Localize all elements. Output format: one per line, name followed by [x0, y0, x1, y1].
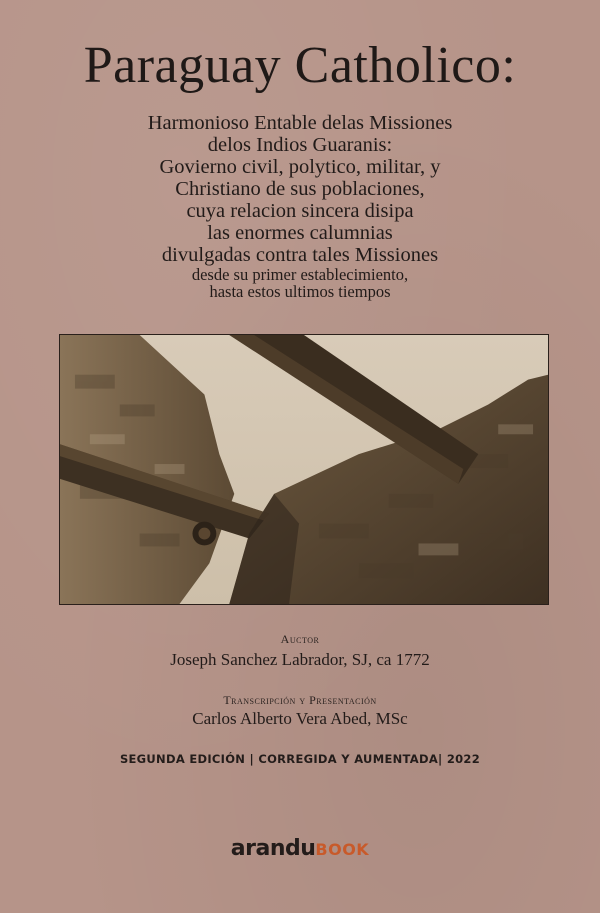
- subtitle-small-line: desde su primer establecimiento,: [191, 265, 409, 284]
- edition-line: SEGUNDA EDICIÓN | CORREGIDA Y AUMENTADA| 2022: [119, 752, 481, 766]
- transcription-name: Carlos Alberto Vera Abed, MSc: [192, 709, 408, 728]
- subtitle-small-line: hasta estos ultimos tiempos: [209, 282, 391, 301]
- ruins-photo-illustration: [60, 335, 548, 604]
- subtitle-line: divulgadas contra tales Missiones: [161, 244, 439, 266]
- author-name: Joseph Sanchez Labrador, SJ, ca 1772: [170, 650, 430, 669]
- book-title: Paraguay Catholico:: [83, 37, 517, 94]
- transcription-label: Transcripción y Presentación: [223, 693, 377, 707]
- subtitle-line: cuya relacion sincera disipa: [186, 200, 414, 222]
- subtitle-line: Govierno civil, polytico, militar, y: [159, 156, 441, 178]
- publisher-logo-text-primary: arandu: [230, 836, 316, 861]
- author-label: Auctor: [280, 632, 320, 646]
- subtitle-line: delos Indios Guaranis:: [207, 134, 393, 156]
- subtitle-line: Christiano de sus poblaciones,: [175, 178, 425, 200]
- subtitle-line: las enormes calumnias: [207, 222, 393, 244]
- publisher-logo-text-accent: BOOK: [315, 840, 370, 859]
- subtitle-line: Harmonioso Entable delas Missiones: [147, 112, 453, 134]
- cover-photo: [59, 334, 549, 605]
- publisher-logo: [0, 836, 600, 861]
- book-subtitle: [90, 112, 510, 300]
